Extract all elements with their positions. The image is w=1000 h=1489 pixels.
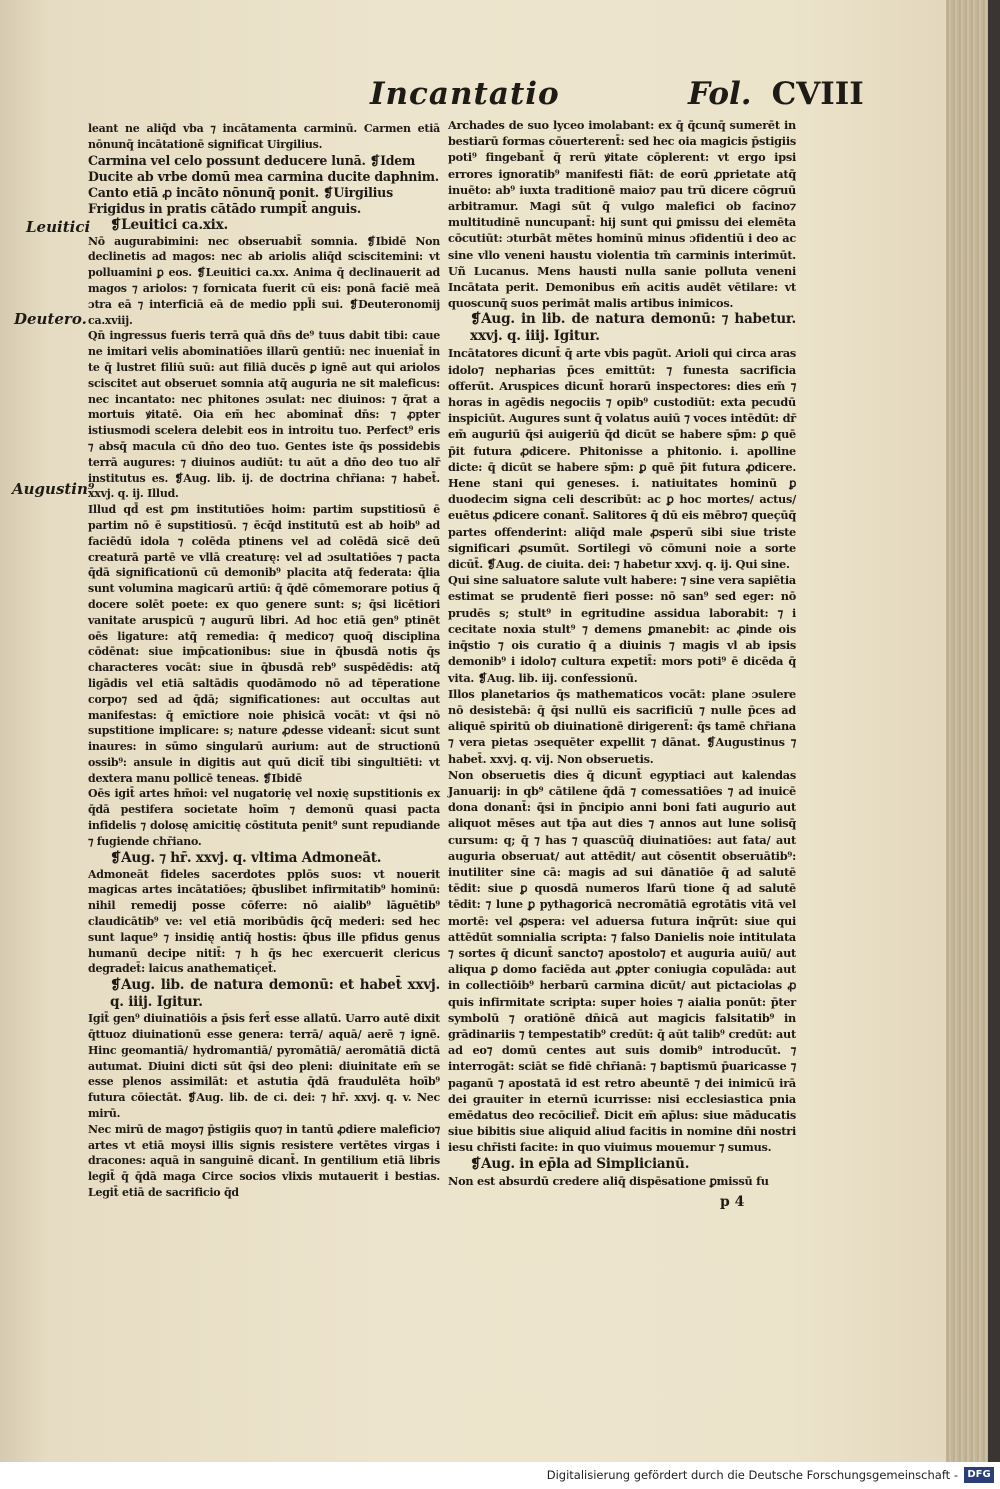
paragraph: Archades de suo lyceo imolabant: ex q̄ q̄cunq̄ sumerēt in bestiarū formas cōuerterent̄: sed hec oia magicis p̄stigiis poti⁹ fingebant̄ q̄ rerū ꝟitate cōplerent: vt ergo ipsi errores ignoratib⁹ manifesti fiāt: de eorū ꝓprietate atq̄ inuēto: ab⁹ iuxta traditionē maio⁊ pau trū dicere cōgruū arbitramur. Magi sūt q̄ vulgo malefici ob facino⁊ multitudinē nuncupant̄: hij sunt qui ꝑmissu dei elemēta cōcutiūt: ɔturbāt mētes hominū minus ɔfidentiū i deo ac sine vllo veneni haustu violentia tm̄ carminis interimūt. Uñ Lucanus. Mens hausti nulla sanie polluta veneni Incātata perit. Demonibus em̄ acitis audēt vētilare: vt quoscunq̄ suos perimāt malis artibus inimicos.: [448, 118, 796, 311]
paragraph: Illud qd̄ est ꝑm institutiōes hoim: partim supstitiosū ē partim nō ē supstitiosū. ⁊ ēcq̄d institutū est ab hoib⁹ ad faciēdū idola ⁊ colēda ptinens vel ad colēdā sicē deū creaturā partē ve vllā creaturę: vel ad ɔsultatiōes ⁊ pacta q̄dā significationū cū demonib⁹ placita atq̄ federata: q̄lia sunt volumina magicarū artiū: q̄ q̄dē cōmemorare potius q̄ docere solēt poete: ex quo genere sunt: s; q̄si licētiori vanitate aruspicū ⁊ augurū libri. Ad hoc etiā gen⁹ ptinēt oēs ligature: atq̄ remedia: q̄ medico⁊ quoq̄ disciplina cōdēnat: siue imp̄cationibus: siue in q̄busdā notis q̄s characteres vocāt: siue in q̄busdā reb⁹ suspēdēdis: atq̄ ligādis vel etiā saltādis quodāmodo nō ad tēperatione corpo⁊ sed ad q̄dā; significationes: aut occultas aut manifestas: q̄ emīctiore noie phisicā vocāt: vt q̄si nō supstitione implicare: s; nature ꝓdesse videant̄: sicut sunt inaures: in sūmo singularū aurium: aut de structionū ossib⁹: ansule in digitis aut quū dicit̄ tibi singultiēti: vt dextera manu pollicē teneas. ❡Ibidē: [88, 503, 440, 785]
signature-mark: p 4: [720, 1194, 745, 1210]
paragraph: Admoneāt fideles sacerdotes pplōs suos: vt nouerit magicas artes incātatiōes; q̄buslibet infirmitatib⁹ hominū: nihil remedij posse cōferre: nō aialib⁹ lāguētib⁹ claudicātib⁹ ve: vel etiā moribūdis q̄cq̄ mederi: sed hec sunt laque⁹ ⁊ insidię antiq̄ hostis: q̄bus ille pfidus genus humanū decipe nitit̄: ⁊ h q̄s hec exercuerit clericus degradet̄: laicus anathematiçet̄.: [88, 867, 440, 976]
running-title: Incantatio: [370, 76, 560, 112]
text-column-left: [88, 121, 440, 1201]
page-edge: [946, 0, 988, 1462]
folio-number: [688, 76, 864, 112]
paragraph: Igit̄ gen⁹ diuinatiōis a p̄sis fert̄ esse allatū. Uarro autē dixit q̄ttuoz diuinationū esse genera: terrā/ aquā/ aerē ⁊ ignē. Hinc geomantiā/ hydromantiā/ pyromātiā/ aeromātiā dictā autumat. Diuini dicti sūt q̄si deo pleni: diuinitate em̄ se esse plenos assimilāt: et astutia q̄dā fraudulēta hoīb⁹ futura cōiectāt. ❡Aug. lib. de ci. dei: ⁊ hr̄. xxvj. q. v. Nec mirū.: [88, 1012, 440, 1121]
paragraph: Illos planetarios q̄s mathematicos vocāt: plane ɔsulere nō desistebā: q̄ q̄si nullū eis sacrificiū ⁊ nulle p̄ces ad aliquē spiritū ob diuinationē dirigerent̄: q̄s tamē chr̄iana ⁊ vera pietas ɔsequēter expellit ⁊ dānat. ❡Augustinus ⁊ habet̄. xxvj. q. vij. Non obseruetis.: [448, 686, 796, 766]
paragraph: Oēs igit̄ artes hm̄oi: vel nugatorię vel noxię supstitionis ex q̄dā pestifera societate hoīm ⁊ demonū quasi pacta infidelis ⁊ dolosę amicitię cōstituta penit⁹ sunt repudiande ⁊ fugiende chr̄iano.: [88, 787, 440, 848]
dfg-logo: DFG: [964, 1467, 994, 1483]
margin-note-leuitici: Leuitici: [26, 218, 91, 236]
verse-line: Carmina vel celo possunt deducere lunā. ❡Idem: [88, 152, 416, 168]
footer-bar: [0, 1462, 1000, 1489]
paragraph: Incātatores dicunt̄ q̄ arte vbis pagūt. Arioli qui circa aras idolo⁊ nepharias p̄ces emittūt: ⁊ funesta sacrificia offerūt. Aruspices dicunt̄ horarū inspectores: dies em̄ ⁊ horas in agēdis negociis ⁊ opib⁹ custodiūt: exta pecudū inspiciūt. Augures sunt q̄ volatus auiū ⁊ voces intēdūt: dr̄ em̄ auguriū q̄si auigeriū q̄d dicūt se habere sp̄m: ꝑ quē p̄it futura ꝓdicere. Phitonisse a phitonio. i. apolline dicte: q̄ dicūt se habere sp̄m: ꝑ quē p̄it futura ꝓdicere. Hene stani qui geneses. i. natiuitates hominū ꝑ duodecim signa celi describūt: ac ꝑ hoc mortes/ actus/ euētus ꝓdicere conant̄. Salitores q̄ dū eis mēbro⁊ queçūq̄ partes offenderint: aliq̄d male ꝓsperū sibi siue triste significari ꝓsumūt. Sortilegi vō cōmuni noie a sorte dicūt̄. ❡Aug. de ciuita. dei: ⁊ habetur xxvj. q. ij. Qui sine.: [448, 346, 796, 572]
paragraph: Non obseruetis dies q̄ dicunt̄ egyptiaci aut kalendas Januarij: in qb⁹ cātilene q̄dā ⁊ comessatiōes ⁊ ad inuicē dona donant̄: q̄si in p̄ncipio anni boni fati augurio aut aliquot mēses aut tp̄a aut dies ⁊ annos aut lune solisq̄ cursum: q; q̄ ⁊ has ⁊ quascūq̄ diuinatiōes: aut fata/ aut auguria obseruat/ aut attēdit/ aut cōsentit obseruātib⁹: inutiliter sine cā: magis ad sui dānatiōe q̄ ad salutē tēdit: siue ꝑ quosdā numeros lfarū tione q̄ ad salutē tēdit: ⁊ lune ꝑ pythagoricā necromātiā egrotātis vitā vel mortē: vel ꝓspera: vel aduersa futura inq̄rūt: siue qui attēdūt somnialia scripta: ⁊ falso Danielis noie intitulata ⁊ sortes q̄ dicunt̄ sancto⁊ apostolo⁊ et auguria auiū/ aut aliqua ꝑ domo faciēda aut ꝓpter coniugia copulāda: aut in collectiōib⁹ herbarū carmina dicūt/ aut pictaciolas ꝓ quis infirmitate scripta: super hoies ⁊ aialia ponūt: p̄ter symbolū ⁊ oratiōnē dn̄icā aut magicis falsitatib⁹ in grādinariis ⁊ tempestatib⁹ credūt: q̄ aūt talib⁹ credūt: aut ad eo⁊ domū centes aut suis domib⁹ introducūt. ⁊ interrogāt: sciāt se fidē chr̄ianā: ⁊ baptismū p̄uaricasse ⁊ paganū ⁊ apostatā id est retro abeuntē ⁊ dei inimicū irā dei grauiter in eternū icurrisse: nisi ecclesiastica pnia emēdatus deo recōcilief̄. Dicit em̄ ap̄lus: siue māducatis siue bibitis siue aliquid aliud facitis in nomine dn̄i nostri iesu chr̄isti facite: in quo viuimus mouemur ⁊ sumus.: [448, 767, 796, 1155]
section-heading: ❡Aug. ⁊ hr̄. xxvj. q. vltima Admoneāt.: [110, 849, 382, 866]
folio-label: Fol.: [688, 76, 752, 112]
paragraph: leant ne aliq̄d vba ⁊ incātamenta carminū. Carmen etiā nōnunq̄ incātationē significat Uirgilius.: [88, 122, 440, 151]
verse-line: Frigidus in pratis cātādo rumpit̄ anguis.: [88, 200, 362, 216]
section-heading: ❡Aug. in ep̄la ad Simplicianū.: [470, 1155, 690, 1172]
verse-line: Ducite ab vrbe domū mea carmina ducite daphnim.: [88, 168, 439, 184]
margin-note-deuteronomy: Deutero.: [14, 310, 87, 328]
section-heading: ❡Leuitici ca.xix.: [110, 216, 228, 233]
section-heading: ❡Aug. lib. de natura demonū: et habet̄ xxvj. q. iiij. Igitur.: [110, 977, 440, 1011]
paragraph: Qn̄ ingressus fueris terrā quā dn̄s de⁹ tuus dabit tibi: caue ne imitari velis abominatiōes illarū gentiū: nec inueniat̄ in te q̄ lustret filiū suū: aut filiā ducēs ꝑ ignē aut qui ariolos sciscitet aut obseruet somnia atq̄ auguria ne sit maleficus: nec incantato: nec phitones ɔsulat: nec diuinos: ⁊ q̄rat a mortuis ꝟitatē. Oia em̄ hec abominat̄ dn̄s: ⁊ ꝓpter istiusmodi scelera delebit eos in introitu tuo. Perfect⁹ eris ⁊ absq̄ macula cū dn̄o deo tuo. Gentes iste q̄s possidebis terrā augures: ⁊ diuinos audiūt: tu aūt a dn̄o deo tuo alr̄ institutus es. ❡Aug. lib. ij. de doctrina chr̄iana: ⁊ habet̄. xxvj. q. ij. Illud.: [88, 329, 440, 501]
text-column-right: [448, 117, 796, 1207]
paragraph: Non est absurdū credere aliq̄ dispēsatione ꝑmissū fu: [448, 1173, 769, 1188]
dfg-credit: Digitalisierung gefördert durch die Deutsche Forschungsgemeinschaft -: [546, 1468, 958, 1482]
folio-value: CVIII: [771, 76, 864, 112]
page-header: [370, 76, 864, 116]
paragraph: Nec mirū de mago⁊ p̄stigiis quo⁊ in tantū ꝓdiere maleficio⁊ artes vt etiā moysi illis signis resistere vertētes virgas i dracones: aquā in sanguinē dicant̄. In gentilium etiā libris legit̄ q̄ q̄dā maga Circe socios vlixis mutauerit i bestias. Legit̄ etiā de sacrificio q̄d: [88, 1122, 440, 1200]
paragraph: Nō augurabimini: nec obseruabit̄ somnia. ❡Ibidē Non declinetis ad magos: nec ab ariolis aliq̄d sciscitemini: vt polluamini ꝑ eos. ❡Leuitici ca.xx. Anima q̄ declinauerit ad magos ⁊ ariolos: ⁊ fornicata fuerit cū eis: ponā faciē meā ɔtra eā ⁊ interficiā eā de medio ppl̄i sui. ❡Deuteronomij ca.xviij.: [88, 234, 440, 327]
margin-note-augustinus: Augustin⁹: [12, 480, 95, 498]
section-heading: ❡Aug. in lib. de natura demonū: ⁊ habetur. xxvj. q. iiij. Igitur.: [470, 311, 796, 345]
verse-line: Canto etiā ꝓ incāto nōnunq̄ ponit. ❡Uirgilius: [88, 184, 393, 200]
paragraph: Qui sine saluatore salute vult habere: ⁊ sine vera sapiētia estimat se prudentē fieri posse: nō san⁹ sed eger: nō prudēs s; stult⁹ in egritudine assidua laborabit: ⁊ i cecitate noxia stult⁹ ⁊ demens ꝑmanebit: ac ꝓinde ois inq̄stio ⁊ ois curatio q̄ a diuinis ⁊ magis vl ab ipsis demonib⁹ i idolo⁊ cultura expetit̄: mors poti⁹ ē dicēda q̄ vita. ❡Aug. lib. iij. confessionū.: [448, 573, 796, 685]
